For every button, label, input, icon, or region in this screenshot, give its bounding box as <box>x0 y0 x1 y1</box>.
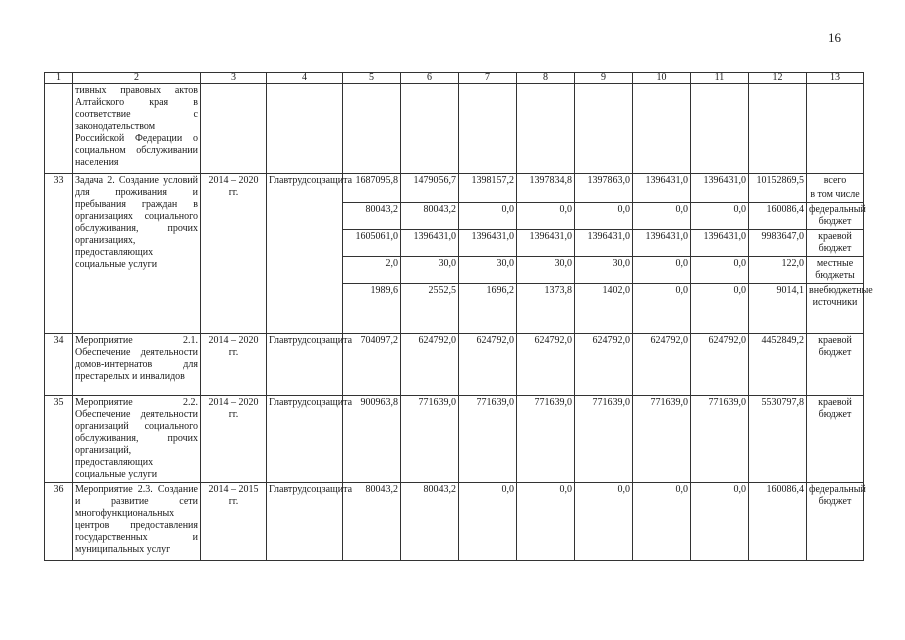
empty-cell <box>575 84 633 174</box>
value-cell: 0,0 <box>517 203 575 230</box>
value-cell: 5530797,8 <box>749 396 807 483</box>
value-cell: 1402,0 <box>575 284 633 334</box>
value-cell: 160086,4 <box>749 483 807 561</box>
column-number: 1 <box>45 73 73 84</box>
value-cell: 0,0 <box>633 203 691 230</box>
value-cell: 0,0 <box>459 483 517 561</box>
empty-cell <box>267 84 343 174</box>
executor: Главтрудсоцзащита <box>267 334 343 396</box>
value-cell: 1396431,0 <box>633 174 691 189</box>
value-cell: 0,0 <box>517 483 575 561</box>
value-cell: 624792,0 <box>459 334 517 396</box>
empty-cell <box>401 84 459 174</box>
row-number: 33 <box>45 174 73 334</box>
value-cell: 0,0 <box>633 483 691 561</box>
value-cell: 0,0 <box>575 483 633 561</box>
value-cell: 80043,2 <box>343 483 401 561</box>
value-cell: 30,0 <box>517 257 575 284</box>
column-number: 7 <box>459 73 517 84</box>
row-number: 35 <box>45 396 73 483</box>
funding-source: федеральный бюджет <box>807 483 864 561</box>
empty-cell <box>201 84 267 174</box>
value-cell: 80043,2 <box>343 203 401 230</box>
period: 2014 – 2020 гг. <box>201 174 267 334</box>
period: 2014 – 2015 гг. <box>201 483 267 561</box>
value-cell: 80043,2 <box>401 483 459 561</box>
value-cell: 1396431,0 <box>691 174 749 189</box>
column-number: 10 <box>633 73 691 84</box>
value-cell: 771639,0 <box>459 396 517 483</box>
row-number: 34 <box>45 334 73 396</box>
value-cell: 1397834,8 <box>517 174 575 189</box>
empty-cell <box>691 84 749 174</box>
row-number <box>45 84 73 174</box>
value-cell: 30,0 <box>401 257 459 284</box>
value-cell: 0,0 <box>691 257 749 284</box>
table-row <box>45 396 864 483</box>
value-cell: 624792,0 <box>517 334 575 396</box>
value-cell: 2552,5 <box>401 284 459 334</box>
funding-source: в том числе <box>807 188 864 203</box>
value-cell: 1396431,0 <box>691 230 749 257</box>
column-number: 11 <box>691 73 749 84</box>
value-cell <box>401 188 459 203</box>
item-name: Мероприятие 2.3. Создание и развитие сети многофункциональных центров предоставления государственных и муниципальных услуг <box>73 483 201 561</box>
value-cell: 0,0 <box>459 203 517 230</box>
value-cell: 9014,1 <box>749 284 807 334</box>
value-cell: 1396431,0 <box>633 230 691 257</box>
value-cell: 1396431,0 <box>517 230 575 257</box>
value-cell: 160086,4 <box>749 203 807 230</box>
empty-cell <box>343 84 401 174</box>
continuation-row <box>45 84 864 174</box>
column-number: 13 <box>807 73 864 84</box>
column-number: 12 <box>749 73 807 84</box>
table-body <box>45 72 873 561</box>
empty-cell <box>459 84 517 174</box>
value-cell: 771639,0 <box>575 396 633 483</box>
value-cell: 771639,0 <box>633 396 691 483</box>
executor: Главтрудсоцзащита <box>267 396 343 483</box>
column-number: 9 <box>575 73 633 84</box>
program-table <box>44 72 873 561</box>
value-cell: 80043,2 <box>401 203 459 230</box>
empty-cell <box>749 84 807 174</box>
funding-source: местные бюджеты <box>807 257 864 284</box>
value-cell: 1605061,0 <box>343 230 401 257</box>
value-cell: 1396431,0 <box>575 230 633 257</box>
value-cell <box>749 188 807 203</box>
table-row <box>45 334 864 396</box>
funding-source: федеральный бюджет <box>807 203 864 230</box>
value-cell: 0,0 <box>691 284 749 334</box>
value-cell: 771639,0 <box>691 396 749 483</box>
table-row <box>45 483 864 561</box>
value-cell: 624792,0 <box>575 334 633 396</box>
item-name: Мероприятие 2.2. Обеспечение деятельности организаций социального обслуживания, прочих организаций, предоставляющих социальные услуги <box>73 396 201 483</box>
value-cell: 2,0 <box>343 257 401 284</box>
funding-source: краевой бюджет <box>807 230 864 257</box>
column-number: 3 <box>201 73 267 84</box>
funding-source: краевой бюджет <box>807 396 864 483</box>
value-cell: 0,0 <box>633 284 691 334</box>
header-row <box>45 73 864 84</box>
value-cell: 1989,6 <box>343 284 401 334</box>
value-cell <box>343 188 401 203</box>
value-cell: 0,0 <box>691 483 749 561</box>
value-cell: 0,0 <box>575 203 633 230</box>
empty-cell <box>517 84 575 174</box>
value-cell: 624792,0 <box>633 334 691 396</box>
period: 2014 – 2020 гг. <box>201 396 267 483</box>
funding-source: краевой бюджет <box>807 334 864 396</box>
value-cell: 1479056,7 <box>401 174 459 189</box>
value-cell: 771639,0 <box>401 396 459 483</box>
item-name: Задача 2. Создание условий для проживания и пребывания граждан в организациях социального обслуживания, прочих организациях, предоставляющих социальные услуги <box>73 174 201 334</box>
table-row <box>45 174 864 189</box>
continuation-text: тивных правовых актов Алтайского края в соответствие с законодательством Российской Федерации о социальном обслуживании населения <box>73 84 201 174</box>
empty-cell <box>807 84 864 174</box>
empty-cell <box>633 84 691 174</box>
executor: Главтрудсоцзащита <box>267 174 343 334</box>
value-cell <box>459 188 517 203</box>
value-cell: 1396431,0 <box>459 230 517 257</box>
value-cell: 1397863,0 <box>575 174 633 189</box>
value-cell <box>517 188 575 203</box>
value-cell: 771639,0 <box>517 396 575 483</box>
item-name: Мероприятие 2.1. Обеспечение деятельности домов-интернатов для престарелых и инвалидов <box>73 334 201 396</box>
value-cell <box>633 188 691 203</box>
value-cell: 4452849,2 <box>749 334 807 396</box>
value-cell <box>575 188 633 203</box>
value-cell: 1687095,8 <box>343 174 401 189</box>
value-cell: 900963,8 <box>343 396 401 483</box>
value-cell: 9983647,0 <box>749 230 807 257</box>
value-cell: 704097,2 <box>343 334 401 396</box>
value-cell: 0,0 <box>633 257 691 284</box>
funding-source: внебюджетные источники <box>807 284 864 334</box>
column-number: 6 <box>401 73 459 84</box>
value-cell: 1396431,0 <box>401 230 459 257</box>
value-cell <box>691 188 749 203</box>
column-number: 2 <box>73 73 201 84</box>
value-cell: 1398157,2 <box>459 174 517 189</box>
period: 2014 – 2020 гг. <box>201 334 267 396</box>
page-number: 16 <box>828 30 841 45</box>
funding-source: всего <box>807 174 864 189</box>
value-cell: 30,0 <box>575 257 633 284</box>
value-cell: 1373,8 <box>517 284 575 334</box>
executor: Главтрудсоцзащита <box>267 483 343 561</box>
value-cell: 1696,2 <box>459 284 517 334</box>
value-cell: 624792,0 <box>401 334 459 396</box>
value-cell: 0,0 <box>691 203 749 230</box>
value-cell: 30,0 <box>459 257 517 284</box>
column-number: 8 <box>517 73 575 84</box>
value-cell: 122,0 <box>749 257 807 284</box>
value-cell: 10152869,5 <box>749 174 807 189</box>
column-number: 4 <box>267 73 343 84</box>
row-number: 36 <box>45 483 73 561</box>
column-number: 5 <box>343 73 401 84</box>
value-cell: 624792,0 <box>691 334 749 396</box>
